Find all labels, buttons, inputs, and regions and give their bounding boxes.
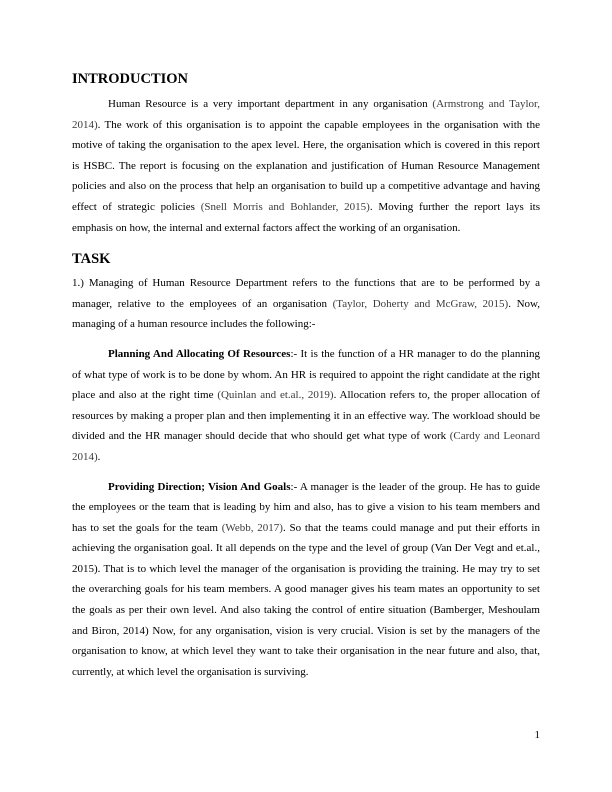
planning-text-3: . bbox=[97, 450, 101, 463]
task-text-1: 1.) Managing of Human Resource Department refers to the functions that are to be performed by a manager, relative to the employees of an organisation bbox=[72, 277, 540, 310]
task-intro-paragraph bbox=[72, 273, 540, 335]
citation: (Webb, 2017) bbox=[221, 521, 283, 534]
page-number: 1 bbox=[534, 729, 540, 741]
direction-text-2: . So that the teams could manage and put their efforts in achieving the organisation goal. It all depends on the type and the level of group (Van Der Vegt and et.al., 2015). That is to which level the manager of the organisation is providing the training. He may try to set the overarching goals for his team members. A good manager gives his team mates an opportunity to set the goals as per their own level. And also taking the control of entire situation (Bamberger, Meshoulam and Biron, 2014) Now, for any organisation, vision is very crucial. Vision is set by the managers of the organisation to know, at which level they want to take their organisation in the near future and also, that, currently, at which level the organisation is surviving. bbox=[72, 521, 540, 678]
planning-text-1: :- It is the function of a HR manager to do the planning of what type of work is to be done by whom. An HR is required to appoint the right candidate at the right place and also at the right time bbox=[72, 347, 540, 402]
intro-text-3: . Moving further the report lays its emphasis on how, the internal and external factors affect the working of an organisation. bbox=[72, 200, 540, 234]
citation: (Quinlan and et.al., 2019) bbox=[217, 389, 334, 402]
intro-text-2: . The work of this organisation is to appoint the capable employees in the organisation with the motive of taking the organisation to the apex level. Here, the organisation which is covered in this report is HSBC. The report is focusing on the explanation and justification of Human Resource Management policies and also on the process that help an organisation to build up a competitive advantage and having effect of strategic policies bbox=[72, 118, 540, 213]
citation: (Cardy and Leonard 2014) bbox=[72, 430, 540, 463]
task-text-2: . Now, managing of a human resource includes the following:- bbox=[72, 297, 540, 331]
citation: (Snell Morris and Bohlander, 2015) bbox=[200, 200, 370, 213]
introduction-heading: INTRODUCTION bbox=[72, 71, 189, 87]
direction-text-1: :- A manager is the leader of the group. He has to guide the employees or the team that is leading by him and also, has to give a vision to his team members and has to set the goals for the team bbox=[72, 480, 540, 534]
intro-text-1: Human Resource is a very important department in any organisation bbox=[108, 98, 433, 110]
planning-paragraph bbox=[72, 344, 540, 468]
direction-paragraph bbox=[72, 477, 540, 683]
citation: (Taylor, Doherty and McGraw, 2015) bbox=[332, 297, 509, 310]
planning-lead: Planning And Allocating Of Resources bbox=[108, 347, 291, 360]
introduction-paragraph bbox=[72, 94, 540, 238]
direction-lead: Providing Direction; Vision And Goals bbox=[108, 480, 291, 493]
citation: (Armstrong and Taylor, 2014) bbox=[72, 98, 540, 131]
planning-text-2: . Allocation refers to, the proper allocation of resources by making a proper plan and then implementing it in an effective way. The workload should be divided and the HR manager should decide that who should get what type of work bbox=[72, 389, 540, 443]
task-heading: TASK bbox=[72, 251, 111, 268]
document-body bbox=[72, 70, 540, 682]
